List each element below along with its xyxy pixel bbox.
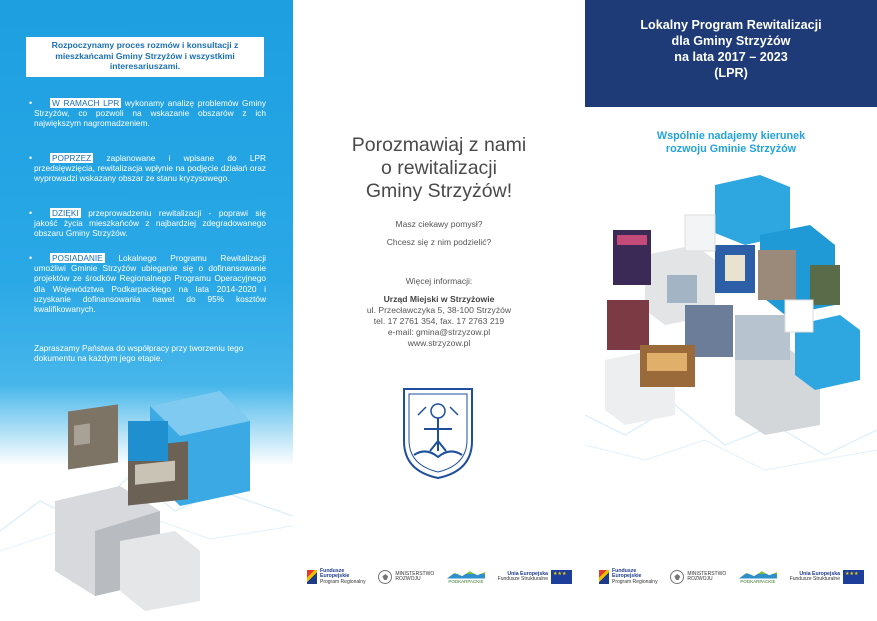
logo-text: MINISTERSTWO (687, 570, 727, 577)
photo-detail (135, 461, 175, 485)
photo-detail (74, 423, 90, 445)
bullet-key: POPRZEZ (52, 153, 92, 163)
logo-text: PODKARPACKIE (740, 578, 776, 584)
eagle-icon (378, 570, 392, 584)
program-title (585, 0, 877, 107)
closing-text: Zapraszamy Państwa do współpracy przy tworzeniu tego dokumentu na każdym jego etapie. (34, 343, 244, 364)
logo-text: Fundusze (612, 567, 637, 574)
bullet-text: zaplanowane i wpisane do LPR przedsięwzięcia, rewitalizacja wpłynie na podjęcie działań oraz wyprowadzi wskazany obszar ze stanu kryzysowego. (34, 153, 266, 184)
logo-text: MINISTERSTWO (395, 570, 435, 577)
bullet-dot: • (29, 153, 33, 163)
logo-text: Europejskie (612, 573, 642, 580)
logo-text: ROZWOJU (395, 576, 421, 582)
photo-event (607, 300, 649, 350)
photo-detail (617, 235, 647, 245)
title-line: (LPR) (714, 66, 748, 80)
decor-line (585, 440, 877, 470)
subtitle-line: Wspólnie nadajemy kierunek (656, 130, 806, 142)
fe-flag-icon (599, 570, 609, 584)
eu-logo (498, 570, 572, 584)
bullet-dot: • (29, 253, 33, 263)
logo-text: Fundusze (320, 567, 345, 574)
ministry-logo (670, 570, 726, 584)
logo-text: Europejskie (320, 573, 350, 580)
funding-logos (307, 566, 572, 588)
logo-text: ROZWOJU (687, 576, 713, 582)
eagle-icon (670, 570, 684, 584)
right-panel (585, 0, 877, 621)
question-share: Chcesz się z nim podzielić? (386, 237, 492, 247)
program-subtitle (585, 130, 877, 156)
office-phone: tel. 17 2761 354, fax. 17 2763 219 (373, 316, 505, 326)
bullet-item (29, 208, 266, 239)
bullet-dot: • (29, 98, 33, 108)
bullet-key: W RAMACH LPR (52, 98, 120, 108)
grey-cube (120, 531, 200, 611)
bullet-item (29, 253, 266, 315)
office-email[interactable]: e-mail: gmina@strzyzow.pl (387, 327, 491, 337)
photo-detail (647, 353, 687, 371)
fundusze-europejskie-logo (599, 569, 658, 586)
eu-flag-icon (843, 570, 864, 584)
office-address: ul. Przecławczyka 5, 38-100 Strzyżów (366, 305, 512, 315)
question-idea: Masz ciekawy pomysł? (395, 219, 483, 229)
eu-flag-icon (551, 570, 572, 584)
logo-text: Fundusze Strukturalne (497, 576, 548, 582)
logo-text: Program Regionalny (612, 578, 658, 585)
photo-detail (725, 255, 745, 281)
title-line: na lata 2017 – 2023 (674, 50, 788, 64)
subtitle-line: rozwoju Gminie Strzyżów (665, 143, 797, 155)
logo-text: Program Regionalny (320, 578, 366, 585)
bullet-key: POSIADANIE (52, 253, 103, 263)
white-tile (785, 300, 813, 332)
more-info-label: Więcej informacji: (405, 276, 473, 286)
fundusze-europejskie-logo (307, 569, 366, 586)
bullet-key: DZIĘKI (52, 208, 79, 218)
bullet-text: przeprowadzeniu rewitalizacji - poprawi się jakość życia mieszkańców z najbardziej zdegradowanego obszaru Gminy Strzyżów. (34, 208, 266, 239)
ministry-logo (378, 570, 434, 584)
coat-of-arms-icon (400, 385, 476, 481)
logo-text: Fundusze Strukturalne (789, 576, 840, 582)
funding-logos (599, 566, 864, 588)
wave-icon (739, 571, 777, 579)
title-line: Porozmawiaj z nami (351, 134, 527, 156)
podkarpackie-logo (739, 571, 777, 584)
fe-flag-icon (307, 570, 317, 584)
title-line: Lokalny Program Rewitalizacji (640, 18, 822, 32)
white-tile (685, 215, 715, 251)
cube-illustration (0, 381, 293, 621)
intro-text: Rozpoczynamy proces rozmów i konsultacji z mieszkańcami Gminy Strzyżów i wszystkimi interesariuszami. (26, 37, 264, 77)
bullet-dot: • (29, 208, 33, 218)
wave-icon (447, 571, 485, 579)
bullet-text: Lokalnego Programu Rewitalizacji umożliwi Gminie Strzyżów ubieganie się o dofinansowanie projektów ze środków Regionalnego Programu Operacyjnego dla Województwa Podkarpackiego na lata 2014-2020 i uzyskanie dofinansowania nawet do 95% kosztów kwalifikowanych. (34, 253, 266, 315)
eu-logo (790, 570, 864, 584)
logo-text: PODKARPACKIE (448, 578, 484, 584)
photo-landscape (667, 275, 697, 303)
logo-text: Unia Europejska (799, 570, 840, 577)
logo-text: Unia Europejska (507, 570, 548, 577)
photo-park (810, 265, 840, 305)
invitation-title (317, 134, 561, 203)
photo-town (758, 250, 796, 300)
bullet-text: wykonamy analizę problemów Gminy Strzyżów, co pozwoli na wskazanie obszarów z ich największym nagromadzeniem. (34, 98, 266, 129)
title-line: dla Gminy Strzyżów (671, 34, 791, 48)
title-line: o rewitalizacji (381, 157, 497, 179)
left-panel (0, 0, 293, 621)
photo-square (735, 315, 790, 360)
office-website[interactable]: www.strzyzow.pl (407, 338, 471, 348)
bullet-item (29, 153, 266, 184)
cube-collage (585, 175, 877, 485)
middle-panel (293, 0, 585, 621)
bullet-item (29, 98, 266, 129)
blue-tile (128, 421, 168, 461)
podkarpackie-logo (447, 571, 485, 584)
contact-block (293, 294, 585, 349)
office-name: Urząd Miejski w Strzyżowie (383, 294, 495, 304)
title-line: Gminy Strzyżów! (365, 180, 513, 202)
